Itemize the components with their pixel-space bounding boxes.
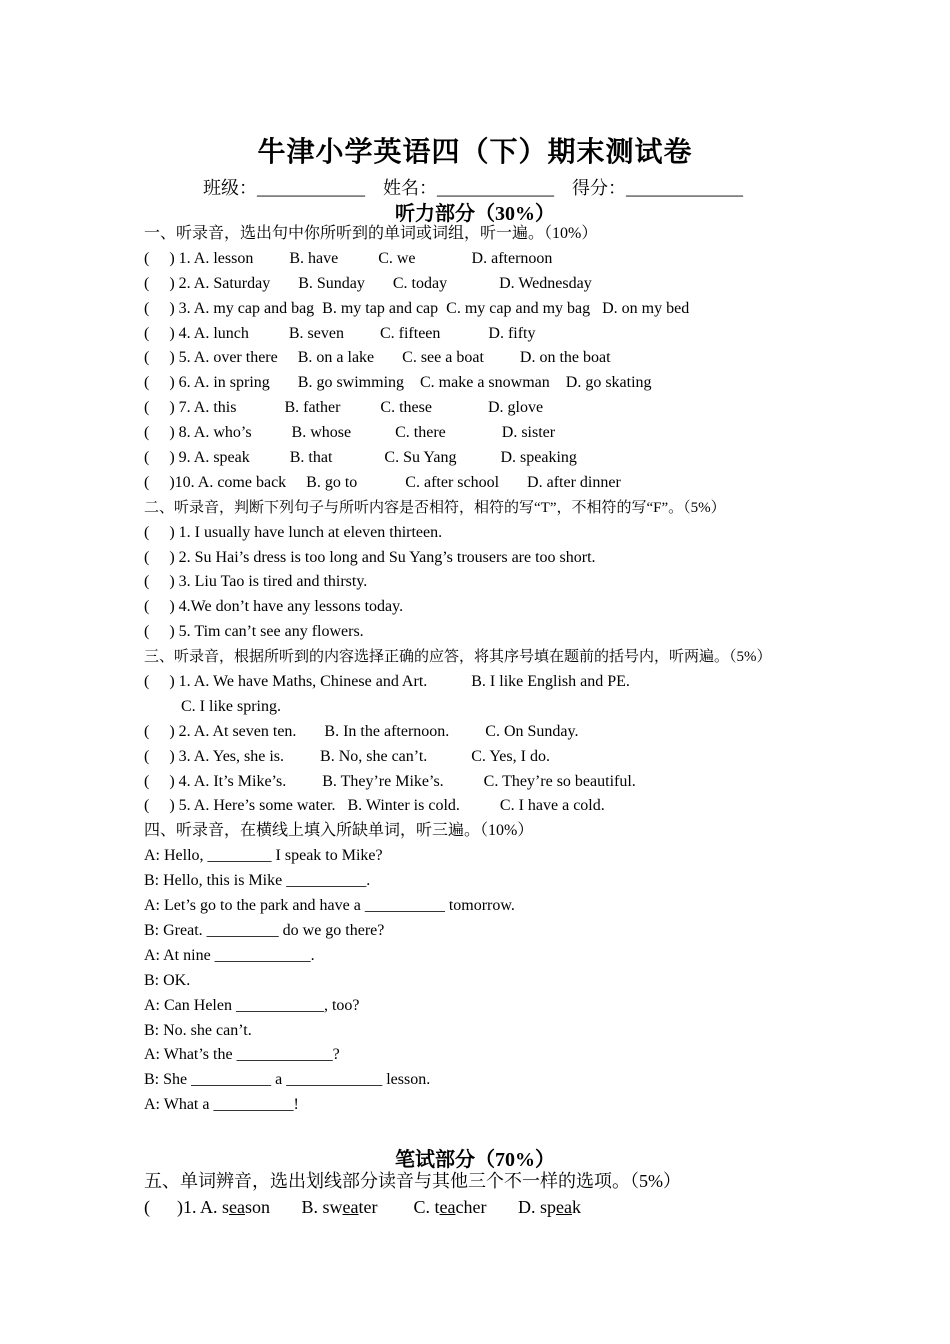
section-instruction: 四、听录音，在横线上填入所缺单词，听三遍。（10%） xyxy=(144,822,534,840)
question-line: ( ) 3. A. Yes, she is. B. No, she can’t. C. Yes, I do. xyxy=(144,747,550,765)
question-line: ( ) 5. A. over there B. on a lake C. see a boat D. on the boat xyxy=(144,349,611,367)
section-instruction: 一、听录音，选出句中你所听到的单词或词组，听一遍。（10%） xyxy=(144,225,598,242)
score-blank: _____________ xyxy=(626,178,743,198)
question-line: ( ) 2. Su Hai’s dress is too long and Su Yang’s trousers are too short. xyxy=(144,548,596,566)
question-line: ( ) 5. A. Here’s some water. B. Winter is cold. C. I have a cold. xyxy=(144,797,605,815)
question-line: ( ) 4.We don’t have any lessons today. xyxy=(144,598,404,616)
question-line: ( ) 8. A. who’s B. whose C. there D. sister xyxy=(144,424,556,442)
question-line: ( ) 4. A. lunch B. seven C. fifteen D. fifty xyxy=(144,324,536,342)
question-option-line: C. I like spring. xyxy=(181,697,281,715)
question-line: A: Can Helen ___________, too? xyxy=(144,996,360,1014)
written-section xyxy=(144,1168,844,1220)
question-line: ( )1. A. season B. sweater C. teacher D. speak xyxy=(144,1197,581,1217)
question-line: ( ) 1. A. lesson B. have C. we D. afternoon xyxy=(144,249,553,267)
question-line: ( )10. A. come back B. go to C. after school D. after dinner xyxy=(144,473,621,491)
section-instruction: 二、听录音，判断下列句子与所听内容是否相符，相符的写“T”，不相符的写“F”。（5%） xyxy=(144,499,726,516)
question-line: ( ) 6. A. in spring B. go swimming C. make a snowman D. go skating xyxy=(144,374,652,392)
page-title: 牛津小学英语四（下）期末测试卷 xyxy=(257,137,693,168)
question-line: ( ) 3. Liu Tao is tired and thirsty. xyxy=(144,573,368,591)
question-line: B: She __________ a ____________ lesson. xyxy=(144,1071,431,1089)
score-label: 得分： xyxy=(572,178,626,198)
listening-section xyxy=(144,222,844,1118)
question-line: ( ) 1. A. We have Maths, Chinese and Art. B. I like English and PE. xyxy=(144,673,630,691)
question-line: ( ) 5. Tim can’t see any flowers. xyxy=(144,623,364,641)
question-line: ( ) 2. A. Saturday B. Sunday C. today D. Wednesday xyxy=(144,274,592,292)
question-line: ( ) 4. A. It’s Mike’s. B. They’re Mike’s. C. They’re so beautiful. xyxy=(144,772,636,790)
question-line: B: Great. _________ do we go there? xyxy=(144,921,385,939)
section-instruction: 五、单词辨音，选出划线部分读音与其他三个不一样的选项。（5%） xyxy=(144,1171,681,1191)
question-line: ( ) 9. A. speak B. that C. Su Yang D. speaking xyxy=(144,449,577,467)
question-line: B: Hello, this is Mike __________. xyxy=(144,872,371,890)
class-blank: ____________ xyxy=(257,178,365,198)
question-line: ( ) 2. A. At seven ten. B. In the afternoon. C. On Sunday. xyxy=(144,722,579,740)
question-line: A: Let’s go to the park and have a __________ tomorrow. xyxy=(144,897,515,915)
question-line: B: OK. xyxy=(144,971,191,989)
question-line: ( ) 3. A. my cap and bag B. my tap and cap C. my cap and my bag D. on my bed xyxy=(144,299,690,317)
question-line: A: What’s the ____________? xyxy=(144,1046,340,1064)
name-blank: _____________ xyxy=(437,178,554,198)
listening-section-title: 听力部分（30%） xyxy=(395,203,555,225)
question-line: ( ) 1. I usually have lunch at eleven thirteen. xyxy=(144,523,443,541)
written-section-title: 笔试部分（70%） xyxy=(395,1149,555,1171)
class-label: 班级： xyxy=(203,178,257,198)
section-instruction: 三、听录音，根据所听到的内容选择正确的应答，将其序号填在题前的括号内，听两遍。（5%） xyxy=(144,649,772,666)
question-line: B: No. she can’t. xyxy=(144,1021,252,1039)
question-line: A: Hello, ________ I speak to Mike? xyxy=(144,847,383,865)
question-line: A: What a __________! xyxy=(144,1096,299,1114)
question-line: A: At nine ____________. xyxy=(144,946,315,964)
question-line: ( ) 7. A. this B. father C. these D. glove xyxy=(144,399,544,417)
name-label: 姓名： xyxy=(383,178,437,198)
